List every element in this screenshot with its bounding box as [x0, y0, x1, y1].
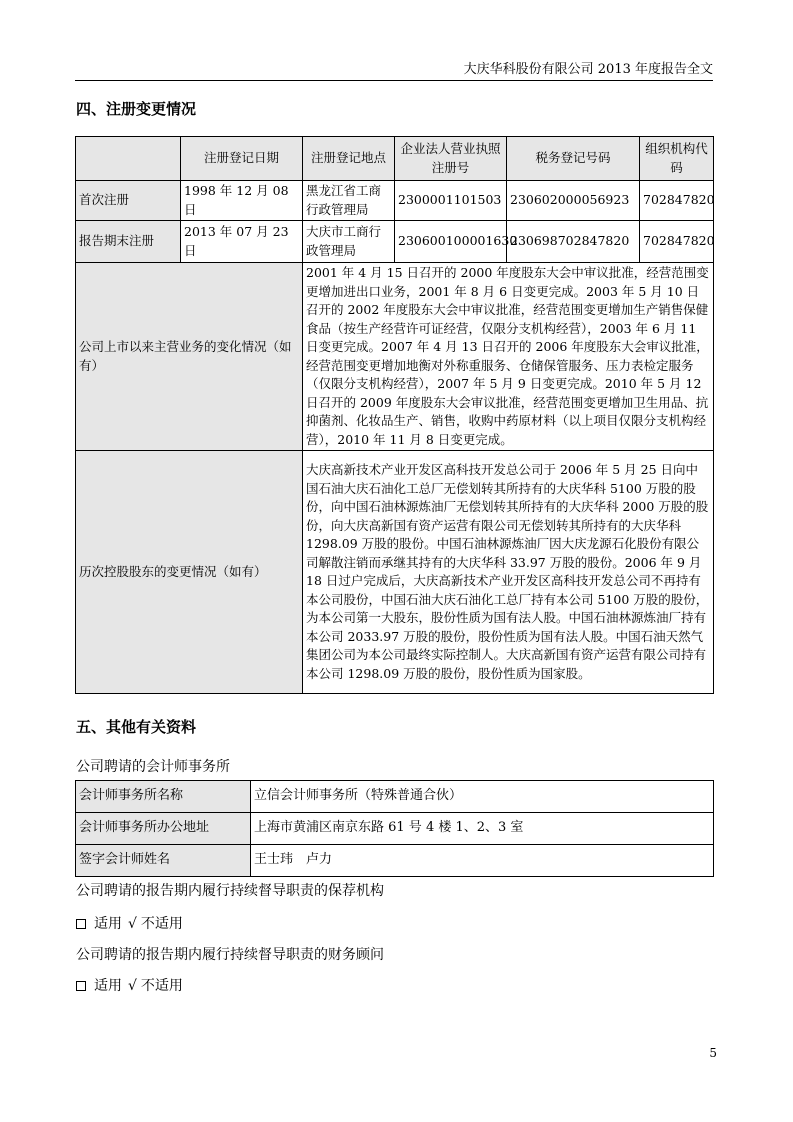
table-cell: 黑龙江省工商行政管理局 [303, 181, 395, 221]
section5-title: 五、其他有关资料 [76, 718, 197, 736]
table-cell: 230600100001630 [395, 221, 507, 263]
sponsor-line: 公司聘请的报告期内履行持续督导职责的保荐机构 [76, 883, 384, 899]
table-header-row [76, 137, 714, 181]
table-row [76, 845, 714, 877]
controller-change-label: 历次控股股东的变更情况（如有） [76, 451, 303, 694]
table-row [76, 263, 714, 451]
table-header-cell: 注册登记日期 [181, 137, 303, 181]
page-header: 大庆华科股份有限公司 2013 年度报告全文 [75, 58, 713, 81]
auditor-table [75, 780, 714, 877]
advisor-line: 公司聘请的报告期内履行持续督导职责的财务顾问 [76, 947, 384, 963]
registration-table [75, 136, 714, 694]
section4-title: 四、注册变更情况 [76, 100, 197, 118]
not-applicable-label: 不适用 [140, 978, 183, 994]
checkbox-icon [76, 981, 86, 991]
table-cell: 王士玮 卢力 [251, 845, 714, 877]
table-cell: 702847820 [640, 181, 714, 221]
table-header-cell: 注册登记地点 [303, 137, 395, 181]
page-number: 5 [709, 1046, 717, 1060]
table-row [76, 781, 714, 813]
table-header-cell [76, 137, 181, 181]
table-row [76, 221, 714, 263]
table-cell: 1998 年 12 月 08 日 [181, 181, 303, 221]
table-header-cell: 税务登记号码 [507, 137, 640, 181]
table-cell: 2300001101503 [395, 181, 507, 221]
row-label: 会计师事务所办公地址 [76, 813, 251, 845]
table-cell: 上海市黄浦区南京东路 61 号 4 楼 1、2、3 室 [251, 813, 714, 845]
table-cell: 2013 年 07 月 23 日 [181, 221, 303, 263]
check-mark-icon: √ [128, 978, 137, 994]
table-cell: 702847820 [640, 221, 714, 263]
checkbox-icon [76, 919, 86, 929]
auditor-intro: 公司聘请的会计师事务所 [76, 759, 230, 775]
sponsor-applicability [76, 913, 183, 933]
table-cell: 230602000056923 [507, 181, 640, 221]
row-label: 签字会计师姓名 [76, 845, 251, 877]
not-applicable-label: 不适用 [140, 916, 183, 932]
table-cell: 大庆市工商行政管理局 [303, 221, 395, 263]
applicable-label: 适用 [94, 916, 122, 932]
applicable-label: 适用 [94, 978, 122, 994]
row-label: 首次注册 [76, 181, 181, 221]
table-cell: 立信会计师事务所（特殊普通合伙） [251, 781, 714, 813]
table-header-cell: 组织机构代码 [640, 137, 714, 181]
controller-change-text: 大庆高新技术产业开发区高科技开发总公司于 2006 年 5 月 25 日向中国石油大庆石油化工总厂无偿划转其所持有的大庆华科 5100 万股的股份，向中国石油林源炼油厂无偿划转其所持有的大庆华科 2000 万股的股份，向大庆高新国有资产运营有限公司无偿划转其所持有的大庆华科 1298.09 万股的股份。中国石油林源炼油厂因大庆龙源石化股份有限公司解散注销而承继其持有的大庆华科 33.97 万股的股份。2006 年 9 月 18 日过户完成后，大庆高新技术产业开发区高科技开发总公司不再持有本公司股份，中国石油大庆石油化工总厂持有本公司 5100 万股的股份，为本公司第一大股东，股份性质为国有法人股。中国石油林源炼油厂持有本公司 2033.97 万股的股份，股份性质为国有法人股。中国石油天然气集团公司为本公司最终实际控制人。大庆高新国有资产运营有限公司持有本公司 1298.09 万股的股份，股份性质为国家股。 [303, 451, 714, 694]
row-label: 报告期末注册 [76, 221, 181, 263]
table-row [76, 813, 714, 845]
table-row [76, 451, 714, 694]
business-change-text: 2001 年 4 月 15 日召开的 2000 年度股东大会中审议批准，经营范围变更增加进出口业务，2001 年 8 月 6 日变更完成。2003 年 5 月 10 日召开的 2002 年度股东大会中审议批准，经营范围变更增加生产销售保健食品（按生产经营许可证经营，仅限分支机构经营），2003 年 6 月 11 日变更完成。2007 年 4 月 13 日召开的 2006 年度股东大会审议批准，经营范围变更增加地衡对外称重服务、仓储保管服务、压力表检定服务（仅限分支机构经营），2007 年 5 月 9 日变更完成。2010 年 5 月 12 日召开的 2009 年度股东大会审议批准，经营范围变更增加卫生用品、抗抑菌剂、化妆品生产、销售，收购中药原材料（以上项目仅限分支机构经营），2010 年 11 月 8 日变更完成。 [303, 263, 714, 451]
table-header-cell: 企业法人营业执照注册号 [395, 137, 507, 181]
table-row [76, 181, 714, 221]
check-mark-icon: √ [128, 916, 137, 932]
business-change-label: 公司上市以来主营业务的变化情况（如有） [76, 263, 303, 451]
advisor-applicability [76, 975, 183, 995]
row-label: 会计师事务所名称 [76, 781, 251, 813]
table-cell: 230698702847820 [507, 221, 640, 263]
